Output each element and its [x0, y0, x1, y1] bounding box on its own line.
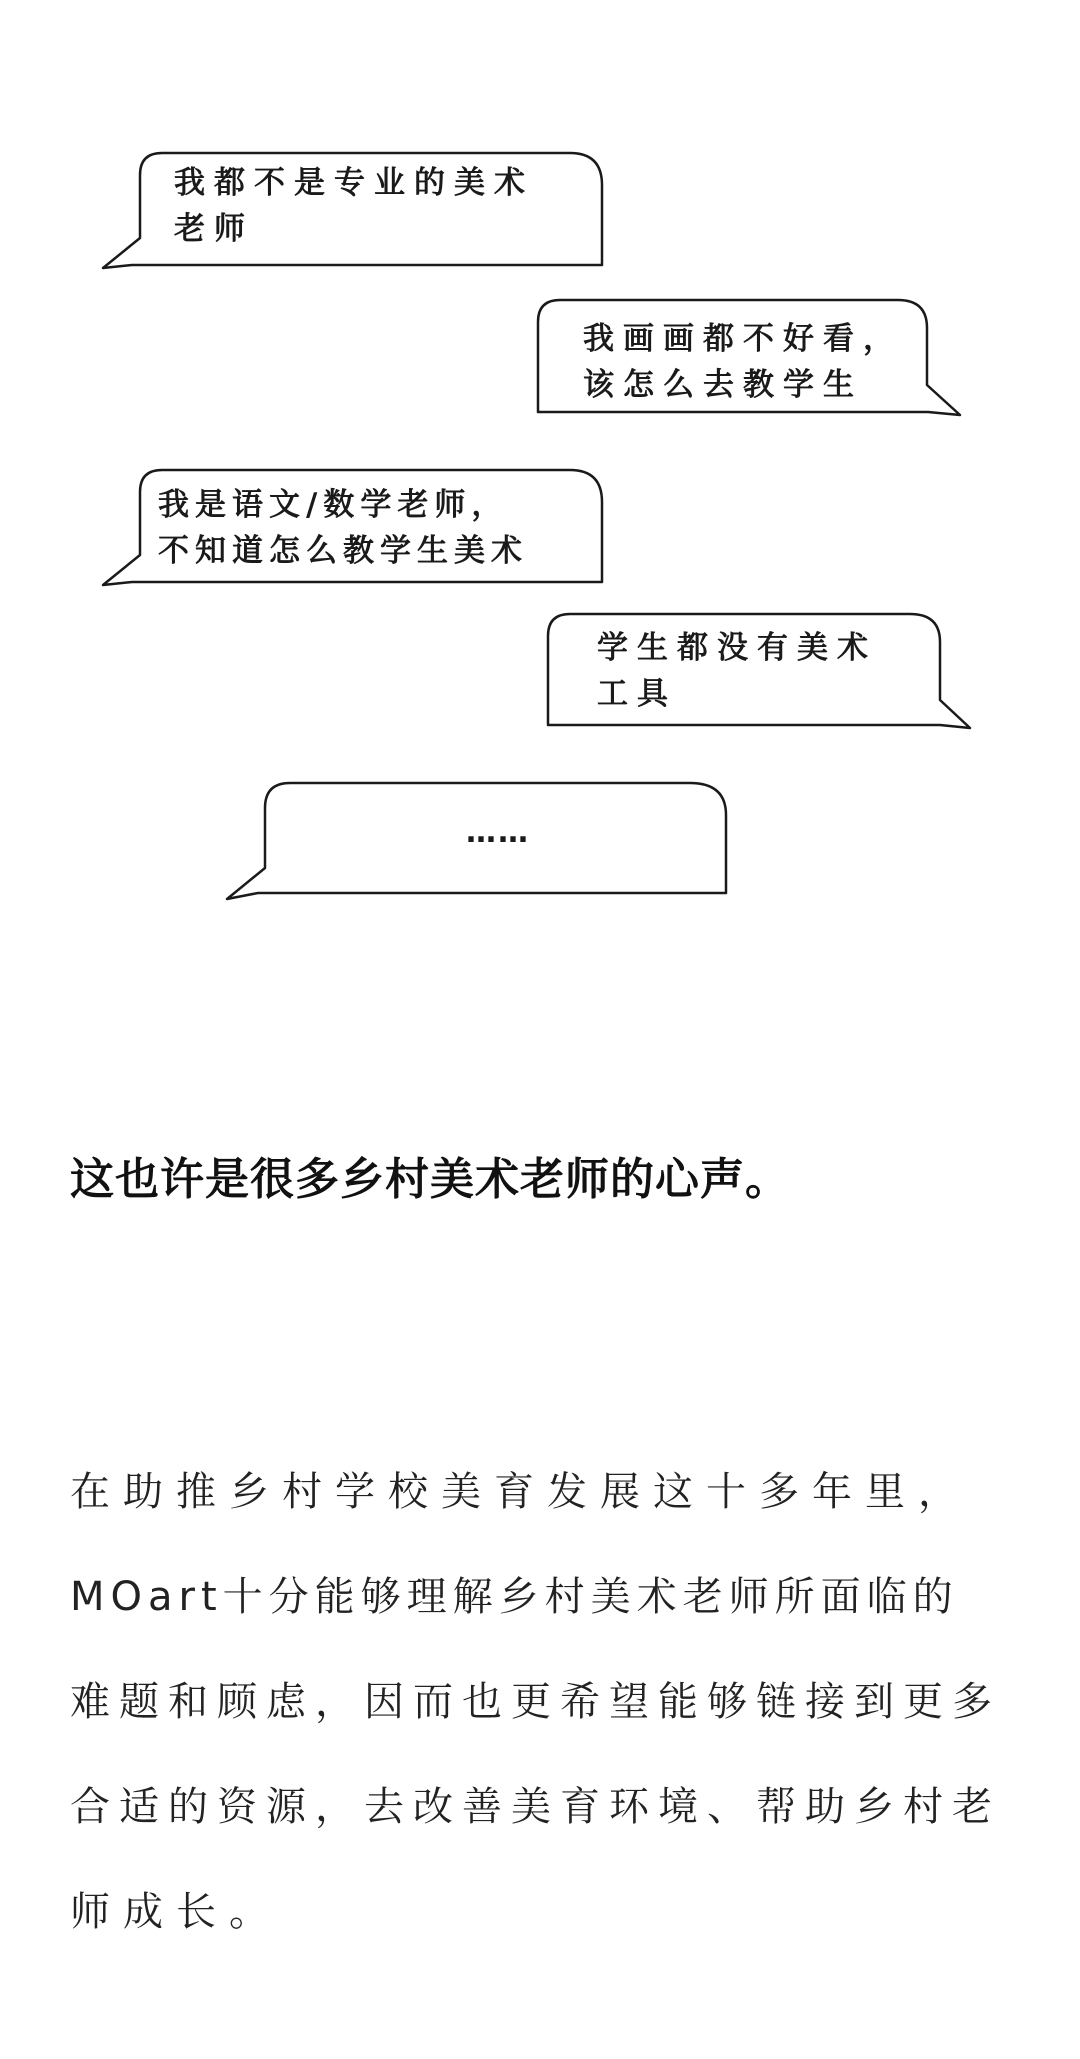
body-paragraph: [70, 1440, 1020, 1965]
speech-bubble-1-text: [174, 160, 534, 252]
paragraph-line-1: 在助推乡村学校美育发展这十多年里，: [70, 1469, 971, 1515]
speech-bubble-3-text: [158, 482, 528, 574]
speech-bubble-4-line-1: 学生都没有美术: [597, 630, 877, 666]
speech-bubble-4-line-2: 工具: [597, 676, 677, 712]
speech-bubbles-illustration: [0, 0, 1080, 920]
speech-bubble-2-line-2: 该怎么去教学生: [583, 367, 863, 403]
speech-bubble-1-line-2: 老师: [174, 211, 254, 247]
speech-bubble-5-text: ……: [466, 815, 530, 850]
speech-bubble-2-line-1: 我画画都不好看，: [583, 321, 903, 357]
paragraph-line-5: 师成长。: [70, 1889, 282, 1935]
speech-bubble-3-line-1: 我是语文/数学老师，: [158, 487, 509, 523]
paragraph-line-3: 难题和顾虑，因而也更希望能够链接到更多: [70, 1679, 1001, 1725]
speech-bubble-4-text: [597, 625, 877, 717]
speech-bubble-2-text: [583, 316, 903, 408]
speech-bubble-1-line-1: 我都不是专业的美术: [174, 165, 534, 201]
paragraph-line-4: 合适的资源，去改善美育环境、帮助乡村老: [70, 1784, 1001, 1830]
speech-bubbles-svg: [0, 0, 1080, 920]
section-heading: 这也许是很多乡村美术老师的心声。: [70, 1154, 790, 1205]
speech-bubble-3-line-2: 不知道怎么教学生美术: [158, 533, 528, 569]
paragraph-line-2: MOart十分能够理解乡村美术老师所面临的: [70, 1574, 959, 1620]
